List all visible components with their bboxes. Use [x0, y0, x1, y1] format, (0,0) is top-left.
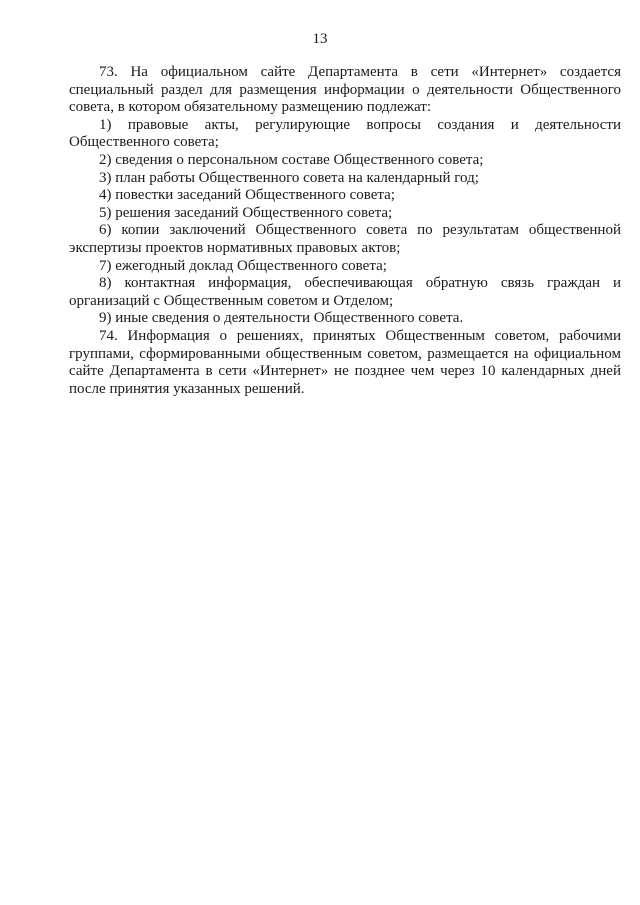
- list-item-1-legal-acts: 1) правовые акты, регулирующие вопросы создания и деятельности Общественного совета;: [69, 116, 621, 151]
- list-item-3-work-plan: 3) план работы Общественного совета на календарный год;: [99, 169, 479, 186]
- paragraph-74-decisions-publication: 74. Информация о решениях, принятых Общественным советом, рабочими группами, сформированными общественным советом, размещается на официальном сайте Департамента в сети «Интернет» не позднее чем через 10 календарных дней после принятия указанных решений.: [69, 327, 621, 397]
- list-item-9-other-info: 9) иные сведения о деятельности Общественного совета.: [99, 310, 464, 327]
- list-item-2-personal-composition: 2) сведения о персональном составе Общественного совета;: [99, 151, 484, 168]
- list-item-4-meeting-agendas: 4) повестки заседаний Общественного совета;: [99, 187, 395, 204]
- page-number: 13: [312, 31, 328, 47]
- list-item-8-contact-info: 8) контактная информация, обеспечивающая обратную связь граждан и организаций с Общественным советом и Отделом;: [69, 275, 621, 309]
- list-item-7-annual-report: 7) ежегодный доклад Общественного совета;: [99, 257, 387, 274]
- paragraph-73-intro: 73. На официальном сайте Департамента в сети «Интернет» создается специальный раздел для размещения информации о деятельности Общественного совета, в котором обязательному размещению подлежат:: [69, 64, 621, 116]
- list-item-5-meeting-decisions: 5) решения заседаний Общественного совета;: [99, 204, 393, 221]
- list-item-6-expert-conclusions: 6) копии заключений Общественного совета по результатам общественной экспертизы проектов нормативных правовых актов;: [69, 222, 621, 256]
- document-body: [69, 64, 621, 398]
